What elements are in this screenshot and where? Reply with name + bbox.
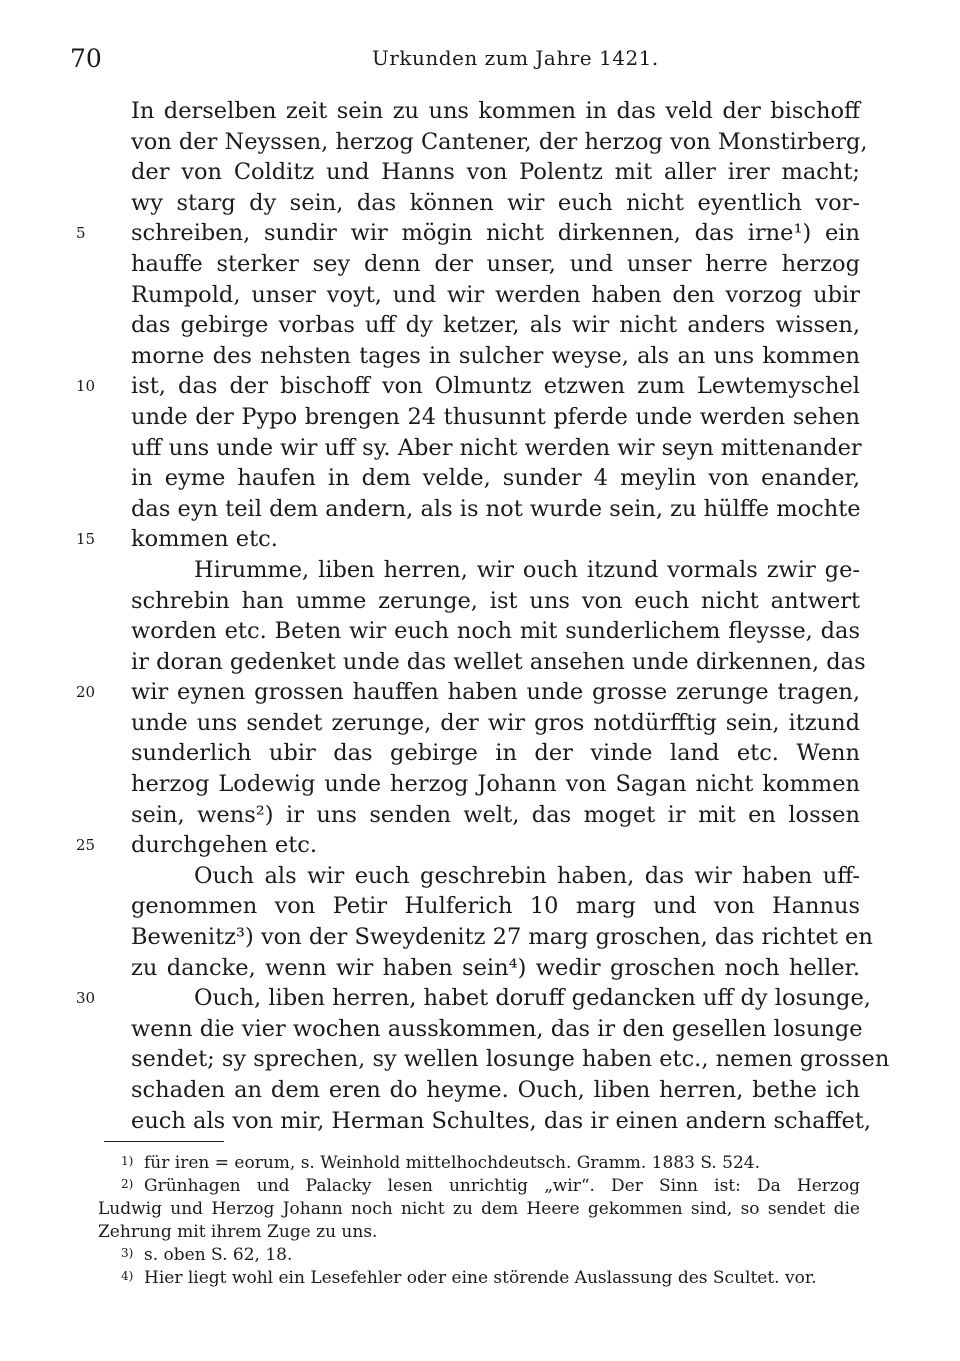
line-text: worden etc. Beten wir euch noch mit sunderlichem fleysse, das <box>131 618 860 645</box>
line-text: ist, das der bischoff von Olmuntz etzwen zum Lewtemyschel <box>131 373 860 400</box>
line-text: der von Colditz und Hanns von Polentz mit aller irer macht; <box>131 159 860 186</box>
line-text: Bewenitz³) von der Sweydenitz 27 marg groschen, das richtet en <box>131 924 873 951</box>
text-line <box>131 280 860 311</box>
line-text: das gebirge vorbas uff dy ketzer, als wir nicht anders wissen, <box>131 312 860 339</box>
footnote-text: für iren = eorum, s. Weinhold mittelhochdeutsch. Gramm. 1883 S. 524. <box>144 1153 761 1173</box>
text-line <box>76 524 860 555</box>
line-text: unde der Pypo brengen 24 thusunnt pferde unde werden sehen <box>131 403 860 430</box>
running-head: Urkunden zum Jahre 1421. <box>372 46 659 70</box>
text-line <box>131 891 860 922</box>
footnote-number: 4) <box>121 1269 134 1283</box>
line-text: kommen etc. <box>131 526 278 553</box>
line-number: 30 <box>76 989 96 1008</box>
text-line <box>76 371 860 402</box>
text-line <box>131 586 860 617</box>
text-line <box>131 188 860 219</box>
text-line <box>131 861 860 892</box>
footnotes <box>98 1152 860 1290</box>
line-text: uff uns unde wir uff sy. Aber nicht werden wir seyn mittenander <box>131 434 862 461</box>
footnote-text: Zehrung mit ihrem Zuge zu uns. <box>98 1222 378 1242</box>
text-line <box>131 1044 890 1075</box>
line-text: durchgehen etc. <box>131 832 318 859</box>
text-line <box>131 1075 860 1106</box>
line-text: in eyme haufen in dem velde, sunder 4 meylin von enander, <box>131 465 860 492</box>
text-line <box>131 953 860 984</box>
text-line <box>131 402 860 433</box>
line-text: ir doran gedenket unde das wellet ansehen unde dirkennen, das <box>131 648 866 675</box>
footnote <box>98 1175 860 1244</box>
line-text: zu dancke, wenn wir haben sein⁴) wedir groschen noch heller. <box>131 954 860 981</box>
line-text: herzog Lodewig unde herzog Johann von Sagan nicht kommen <box>131 771 860 798</box>
page-number: 70 <box>70 44 102 73</box>
footnote-number: 1) <box>121 1154 134 1168</box>
footnote <box>121 1152 860 1175</box>
text-line <box>76 677 860 708</box>
line-text: wir eynen grossen hauffen haben unde grosse zerunge tragen, <box>131 679 860 706</box>
text-line <box>131 738 860 769</box>
line-number: 15 <box>76 530 96 549</box>
line-text: von der Neyssen, herzog Cantener, der herzog von Monstirberg, <box>131 128 868 155</box>
line-text: genommen von Petir Hulferich 10 marg und von Hannus <box>131 893 860 920</box>
line-text: hauffe sterker sey denn der unser, und unser herre herzog <box>131 250 860 277</box>
line-number: 5 <box>76 224 86 243</box>
text-line <box>131 341 860 372</box>
line-text: euch als von mir, Herman Schultes, das ir einen andern schaffet, <box>131 1107 872 1134</box>
line-text: sunderlich ubir das gebirge in der vinde land etc. Wenn <box>131 740 860 767</box>
line-number: 20 <box>76 683 96 702</box>
text-line <box>131 647 866 678</box>
text-line <box>131 310 860 341</box>
footnote-text: s. oben S. 62, 18. <box>144 1245 293 1265</box>
line-text: Ouch als wir euch geschrebin haben, das wir haben uff- <box>194 862 860 889</box>
text-line <box>131 1106 872 1137</box>
footnote-text: Hier liegt wohl ein Lesefehler oder eine störende Auslassung des Scultet. vor. <box>144 1268 817 1288</box>
text-line <box>131 127 868 158</box>
text-line <box>131 463 860 494</box>
footnote-text: Ludwig und Herzog Johann noch nicht zu dem Heere gekommen sind, so sendet die <box>98 1199 860 1219</box>
text-line <box>131 708 860 739</box>
text-line <box>131 1014 863 1045</box>
line-text: schreiben, sundir wir mögin nicht dirkennen, das irne¹) ein <box>131 220 860 247</box>
text-line <box>131 249 860 280</box>
line-text: das eyn teil dem andern, als is not wurde sein, zu hülffe mochte <box>131 495 861 522</box>
text-line <box>131 769 860 800</box>
footnote-text: Grünhagen und Palacky lesen unrichtig „wir“. Der Sinn ist: Da Herzog <box>144 1176 860 1196</box>
text-line <box>76 218 860 249</box>
text-line <box>76 983 871 1014</box>
line-text: sendet; sy sprechen, sy wellen losunge haben etc., nemen grossen <box>131 1046 890 1073</box>
text-line <box>131 157 860 188</box>
line-number: 10 <box>76 377 96 396</box>
text-line <box>131 555 860 586</box>
footnote <box>121 1267 860 1290</box>
line-text: Ouch, liben herren, habet doruff gedancken uff dy losunge, <box>194 985 871 1012</box>
text-line <box>131 616 860 647</box>
line-text: wenn die vier wochen ausskommen, das ir den gesellen losunge <box>131 1015 863 1042</box>
line-text: morne des nehsten tages in sulcher weyse, als an uns kommen <box>131 342 860 369</box>
text-line <box>131 433 860 464</box>
text-line <box>131 800 860 831</box>
line-text: unde uns sendet zerunge, der wir gros notdürfftig sein, itzund <box>131 709 860 736</box>
footnote-rule <box>104 1141 224 1142</box>
text-line <box>76 830 860 861</box>
footnote-number: 3) <box>121 1246 134 1260</box>
text-line <box>131 494 860 525</box>
footnote-number: 2) <box>121 1177 134 1191</box>
line-text: schrebin han umme zerunge, ist uns von euch nicht antwert <box>131 587 860 614</box>
text-line <box>131 922 873 953</box>
footnote <box>121 1244 860 1267</box>
line-text: Rumpold, unser voyt, und wir werden haben den vorzog ubir <box>131 281 860 308</box>
text-line <box>131 96 860 127</box>
line-text: sein, wens²) ir uns senden welt, das moget ir mit en lossen <box>131 801 860 828</box>
line-number: 25 <box>76 836 96 855</box>
line-text: Hirumme, liben herren, wir ouch itzund vormals zwir ge- <box>194 556 860 583</box>
line-text: wy starg dy sein, das können wir euch nicht eyentlich vor- <box>131 189 860 216</box>
line-text: In derselben zeit sein zu uns kommen in das veld der bischoff <box>131 98 860 124</box>
line-text: schaden an dem eren do heyme. Ouch, liben herren, bethe ich <box>131 1077 860 1103</box>
main-text <box>76 96 890 1136</box>
